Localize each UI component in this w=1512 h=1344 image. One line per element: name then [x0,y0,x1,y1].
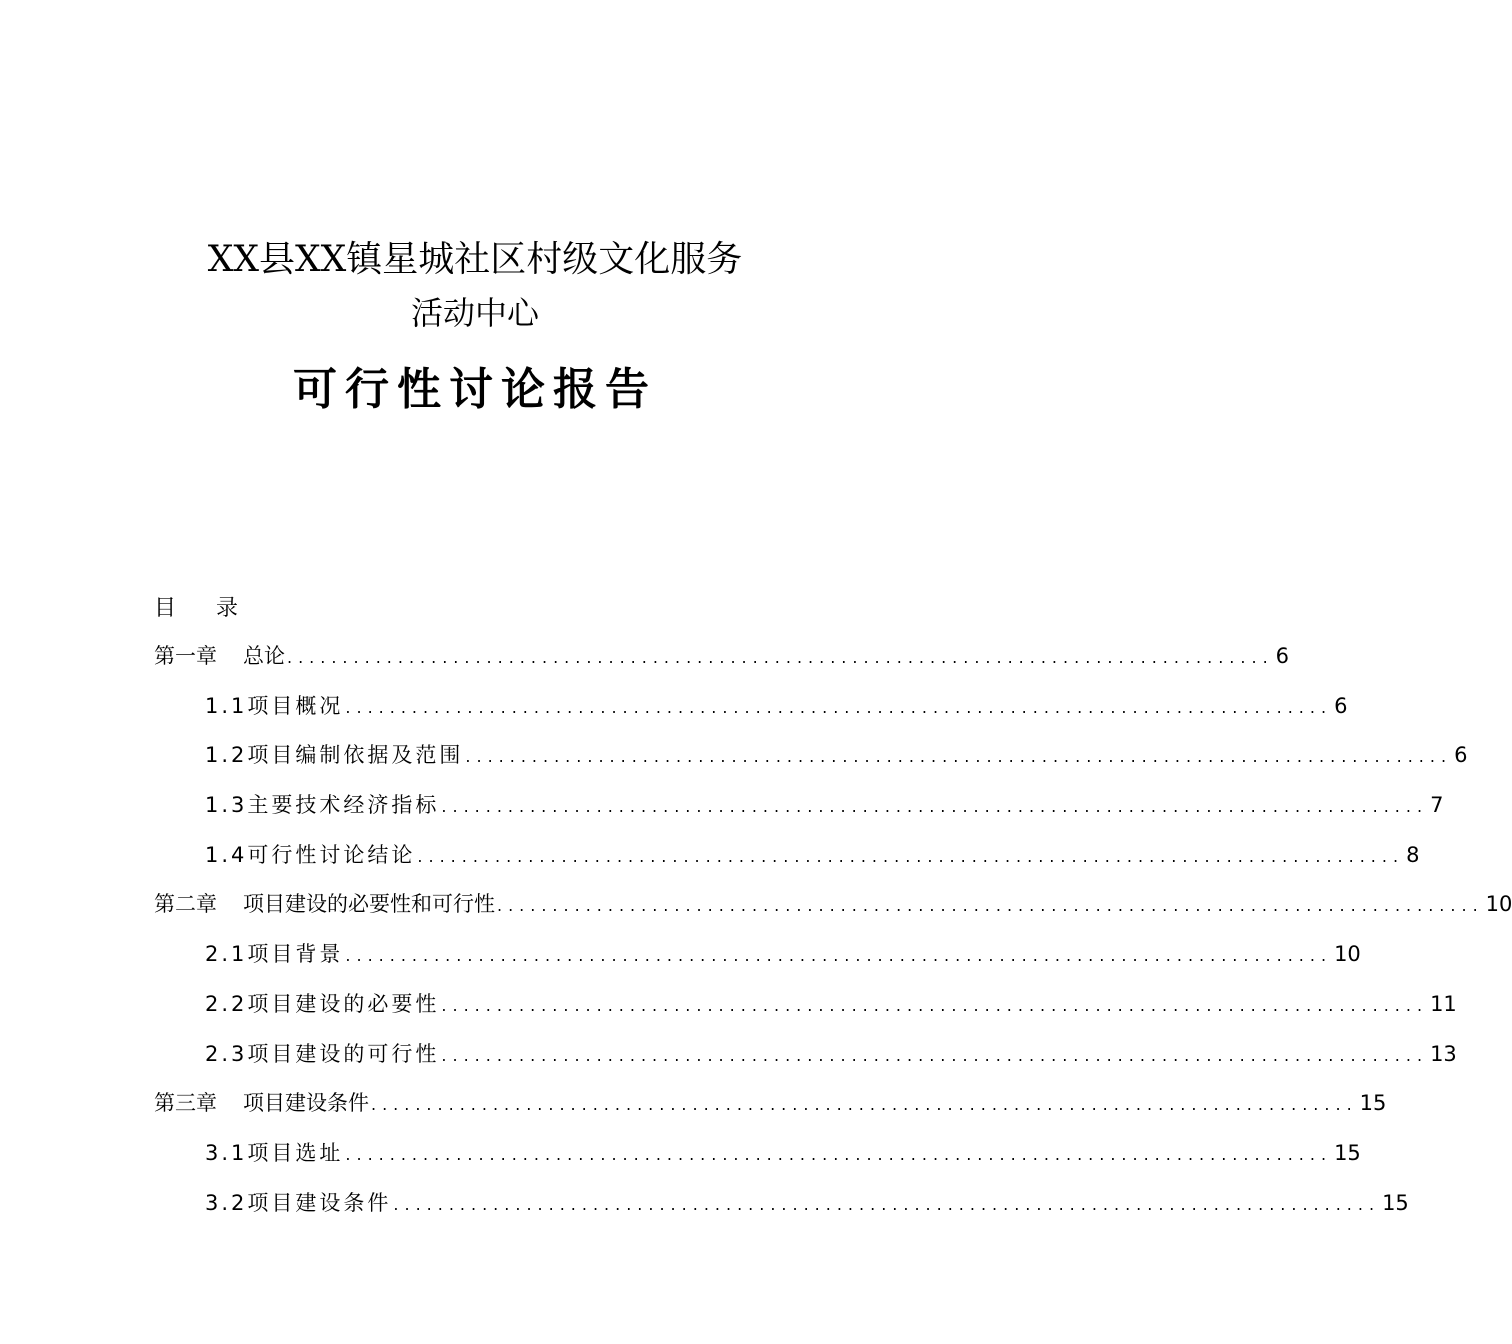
toc-chapter-number: 第三章 [154,1091,217,1116]
toc-entry-chapter-2[interactable] [154,880,1512,930]
toc-page-number: 10 [1485,892,1512,917]
toc-leader-dots: ......................................................................................... [345,697,1333,717]
toc-leader-dots: ......................................................................................... [465,747,1453,767]
toc-entry-2-1[interactable] [154,930,1361,980]
toc-page-number: 6 [1275,644,1290,668]
toc-entry-text: 2.3项目建设的可行性 [205,1041,440,1066]
title-line-1: XX县XX镇星城社区村级文化服务 [207,239,743,280]
toc-entry-text: 1.3主要技术经济指标 [205,793,440,818]
toc-entry-chapter-1[interactable] [154,632,1290,682]
toc-page-number: 6 [1334,693,1348,718]
toc-leader-dots: ......................................................................................... [441,797,1429,817]
title-line-2: 活动中心 [410,294,539,332]
toc-entry-text: 项目建设的必要性和可行性 [243,892,495,917]
toc-entry-text: 1.4可行性讨论结论 [205,842,416,867]
toc-heading-part-1: 目 [154,596,177,621]
toc-leader-dots: ......................................................................................... [497,896,1484,916]
toc-entry-2-2[interactable] [154,980,1457,1030]
toc-chapter-number: 第一章 [154,644,217,668]
toc-entry-chapter-3[interactable] [154,1079,1387,1129]
toc-page-number: 7 [1430,793,1444,818]
toc-page-number: 6 [1454,743,1468,768]
toc-heading [154,586,844,632]
toc-leader-dots: ......................................................................................... [441,995,1429,1015]
toc-leader-dots: ......................................................................................... [287,648,1274,667]
toc-page-number: 13 [1430,1041,1457,1066]
toc-leader-dots: ......................................................................................... [371,1095,1358,1115]
toc-entry-1-2[interactable] [154,731,1468,781]
toc-page-number: 15 [1359,1091,1387,1116]
toc-leader-dots: ......................................................................................... [441,1045,1429,1065]
document-title [0,232,950,422]
toc-leader-dots: ......................................................................................... [345,946,1333,966]
toc-page-number: 10 [1334,942,1361,967]
toc-entry-text: 2.2项目建设的必要性 [205,991,440,1016]
toc-entry-1-1[interactable] [154,682,1348,732]
toc-entry-3-1[interactable] [154,1129,1361,1179]
table-of-contents [154,586,1512,1228]
toc-entry-text: 3.1项目选址 [205,1140,344,1165]
toc-entry-3-2[interactable] [154,1179,1409,1229]
toc-entry-text: 1.1项目概况 [205,693,344,718]
toc-entry-text: 总论 [243,644,285,668]
toc-entry-1-3[interactable] [154,781,1444,831]
toc-entry-text: 3.2项目建设条件 [205,1190,392,1215]
toc-page-number: 15 [1382,1190,1409,1215]
toc-leader-dots: ......................................................................................... [393,1194,1381,1214]
toc-page-number: 8 [1406,842,1420,867]
title-line-3: 可行性讨论报告 [293,364,657,415]
toc-entry-2-3[interactable] [154,1030,1457,1080]
toc-entry-text: 1.2项目编制依据及范围 [205,743,464,768]
toc-leader-dots: ......................................................................................... [345,1144,1333,1164]
toc-entry-text: 项目建设条件 [243,1091,369,1116]
toc-entry-1-4[interactable] [154,831,1420,881]
toc-entry-text: 2.1项目背景 [205,942,344,967]
toc-page-number: 11 [1430,991,1457,1016]
toc-leader-dots: ......................................................................................... [417,846,1405,866]
toc-chapter-number: 第二章 [154,892,217,917]
toc-heading-part-2: 录 [216,596,239,621]
toc-page-number: 15 [1334,1140,1361,1165]
